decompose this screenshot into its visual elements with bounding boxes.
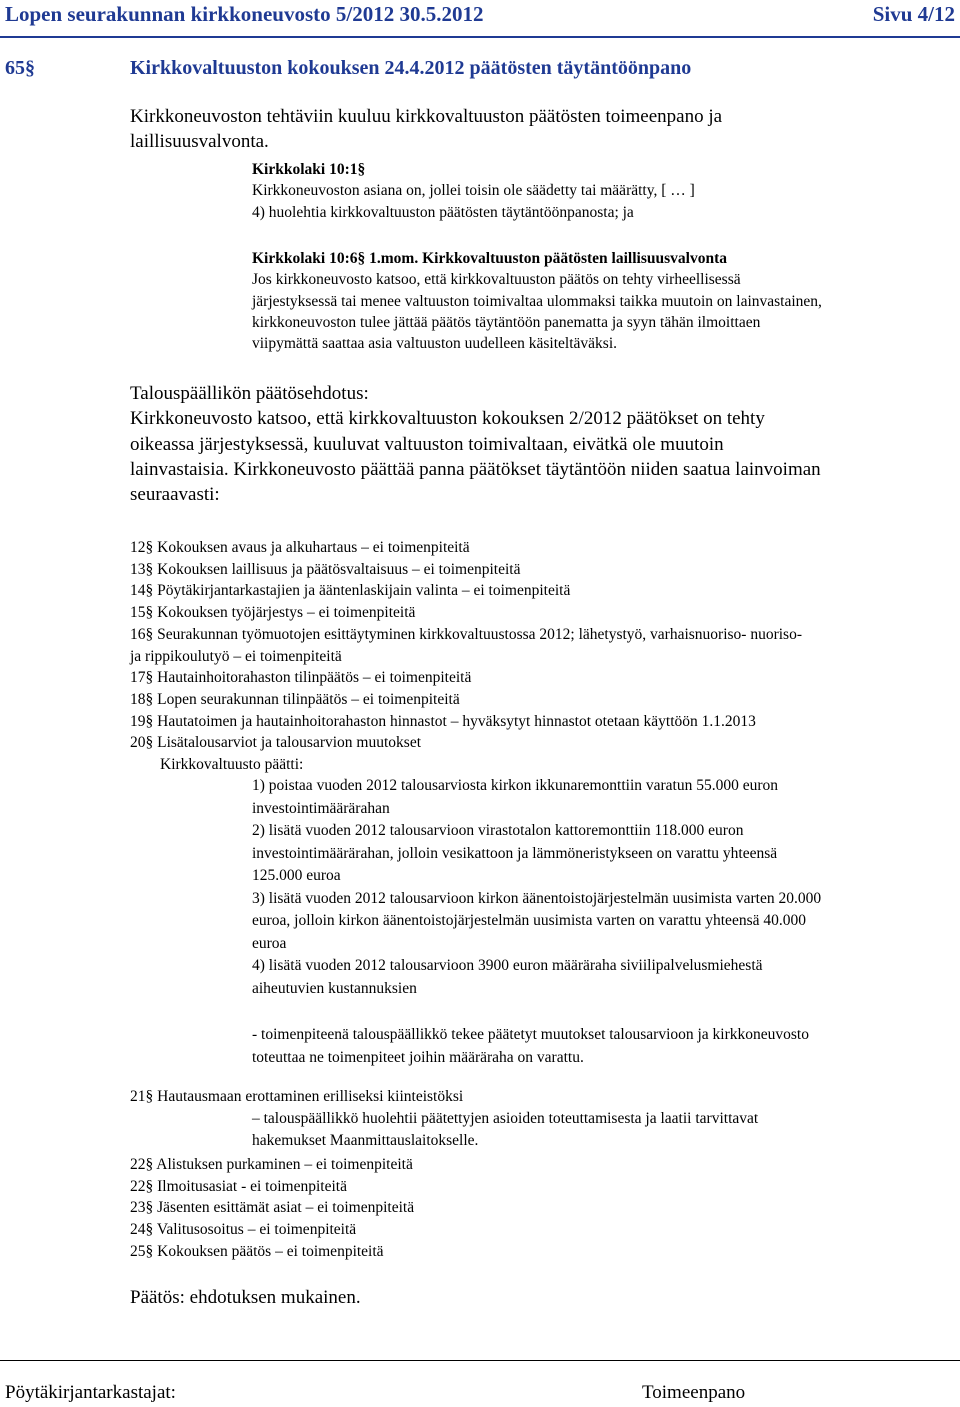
section-title: Kirkkovaltuuston kokouksen 24.4.2012 päätösten täytäntöönpano <box>130 57 692 79</box>
section-heading <box>5 57 691 80</box>
section-number: 65§ <box>5 57 35 79</box>
list-item: 25§ Kokouksen päätös – ei toimenpiteitä <box>130 1242 384 1260</box>
law-2-title: Kirkkolaki 10:6§ 1.mom. Kirkkovaltuuston päätösten laillisuusvalvonta <box>252 250 727 267</box>
proposal-line: Kirkkoneuvosto katsoo, että kirkkovaltuuston kokouksen 2/2012 päätökset on tehty <box>130 408 765 429</box>
law-2-line: järjestyksessä tai menee valtuuston toimivaltaa ulommaksi taikka muutoin on lainvastainen, <box>252 292 822 310</box>
decision-items-list-end <box>130 1154 414 1263</box>
budget-note-line: toteuttaa ne toimenpiteet joihin määräraha on varattu. <box>252 1048 584 1066</box>
proposal-line: seuraavasti: <box>130 484 220 505</box>
footer-implementation-label: Toimeenpano <box>642 1382 746 1403</box>
budget-line: 4) lisätä vuoden 2012 talousarvioon 3900 euron määräraha siviilipalvelusmiehestä <box>252 957 763 974</box>
law-1-line: 4) huolehtia kirkkovaltuuston päätösten täytäntöönpanosta; ja <box>252 203 634 221</box>
intro-line-1: Kirkkoneuvoston tehtäviin kuuluu kirkkovaltuuston päätösten toimeenpano ja <box>130 106 723 127</box>
header-title: Lopen seurakunnan kirkkoneuvosto 5/2012 30.5.2012 <box>5 2 484 26</box>
budget-note-line: - toimenpiteenä talouspäällikkö tekee päätetyt muutokset talousarvioon ja kirkkoneuvosto <box>252 1026 809 1043</box>
proposal-line: oikeassa järjestyksessä, kuuluvat valtuuston toimivaltaan, eivätkä ole muutoin <box>130 434 724 455</box>
budget-note <box>252 1024 809 1069</box>
list-item: 19§ Hautatoimen ja hautainhoitorahaston hinnastot – hyväksytyt hinnastot otetaan käyttöön 1.1.2013 <box>130 712 756 730</box>
law-2-line: kirkkoneuvoston tulee jättää päätös täytäntöön panematta ja syyn tähän ilmoittaen <box>252 313 761 331</box>
list-item: 22§ Ilmoitusasiat - ei toimenpiteitä <box>130 1177 347 1195</box>
decision-items-list <box>130 537 802 776</box>
list-item: ja rippikoulutyö – ei toimenpiteitä <box>130 647 342 665</box>
header-rule <box>0 36 960 38</box>
list-item: 14§ Pöytäkirjantarkastajien ja ääntenlaskijain valinta – ei toimenpiteitä <box>130 582 571 600</box>
list-item: 13§ Kokouksen laillisuus ja päätösvaltaisuus – ei toimenpiteitä <box>130 560 521 578</box>
decision-text: Päätös: ehdotuksen mukainen. <box>130 1287 361 1308</box>
list-item: 18§ Lopen seurakunnan tilinpäätös – ei toimenpiteitä <box>130 690 460 708</box>
list-item: 12§ Kokouksen avaus ja alkuhartaus – ei toimenpiteitä <box>130 539 470 556</box>
budget-line: 125.000 euroa <box>252 867 341 884</box>
page-header <box>5 0 955 32</box>
list-item: 24§ Valitusosoitus – ei toimenpiteitä <box>130 1221 357 1239</box>
budget-line: investointimäärärahan <box>252 799 390 817</box>
budget-line: investointimäärärahan, jolloin vesikattoon ja lämmöneristykseen on varattu yhteensä <box>252 844 778 862</box>
footer-rule <box>0 1360 960 1361</box>
list-item: 16§ Seurakunnan työmuotojen esittäytyminen kirkkovaltuustossa 2012; lähetystyö, varhaisnuoriso- nuoriso- <box>130 625 803 643</box>
budget-line: aiheutuvien kustannuksien <box>252 979 417 997</box>
intro-line-2: laillisuusvalvonta. <box>130 131 269 152</box>
budget-line: 2) lisätä vuoden 2012 talousarvioon virastotalon kattoremonttiin 118.000 euron <box>252 822 744 839</box>
law-quote-1 <box>252 159 695 223</box>
budget-line: euroa <box>252 934 287 952</box>
list-item: Kirkkovaltuusto päätti: <box>160 756 304 774</box>
law-2-line: Jos kirkkoneuvosto katsoo, että kirkkovaltuuston päätös on tehty virheellisessä <box>252 271 741 289</box>
list-item: 15§ Kokouksen työjärjestys – ei toimenpiteitä <box>130 604 416 622</box>
footer-reviewers-label: Pöytäkirjantarkastajat: <box>5 1382 176 1403</box>
list-item: 23§ Jäsenten esittämät asiat – ei toimenpiteitä <box>130 1199 415 1217</box>
budget-line: euroa, jolloin kirkon äänentoistojärjestelmän uusimista varten on varattu yhteensä 40.000 <box>252 912 806 929</box>
budget-changes <box>252 775 821 1000</box>
law-1-line: Kirkkoneuvoston asiana on, jollei toisin ole säädetty tai määrätty, [ … ] <box>252 182 695 200</box>
item-21-line: hakemukset Maanmittauslaitokselle. <box>252 1132 479 1149</box>
page-number: Sivu 4/12 <box>872 2 955 26</box>
budget-line: 1) poistaa vuoden 2012 talousarviosta kirkon ikkunaremonttiin varatun 55.000 euron <box>252 777 779 794</box>
law-quote-2 <box>252 248 822 354</box>
law-1-title: Kirkkolaki 10:1§ <box>252 161 366 178</box>
item-21-line: – talouspäällikkö huolehtii päätettyjen asioiden toteuttamisesta ja laatii tarvittavat <box>252 1110 759 1127</box>
list-item: 17§ Hautainhoitorahaston tilinpäätös – ei toimenpiteitä <box>130 669 472 687</box>
law-2-line: viipymättä saattaa asia valtuuston uudelleen käsiteltäväksi. <box>252 335 617 353</box>
list-item: 22§ Alistuksen purkaminen – ei toimenpiteitä <box>130 1156 413 1173</box>
item-21-title: 21§ Hautausmaan erottaminen erilliseksi kiinteistöksi <box>130 1088 464 1105</box>
proposal-line: lainvastaisia. Kirkkoneuvosto päättää panna päätökset täytäntöön niiden saatua lainvoiman <box>130 459 821 480</box>
list-item: 20§ Lisätalousarviot ja talousarvion muutokset <box>130 734 422 752</box>
proposal-heading: Talouspäällikön päätösehdotus: <box>130 383 369 404</box>
budget-line: 3) lisätä vuoden 2012 talousarvioon kirkon äänentoistojärjestelmän uusimista varten 20.000 <box>252 889 822 907</box>
